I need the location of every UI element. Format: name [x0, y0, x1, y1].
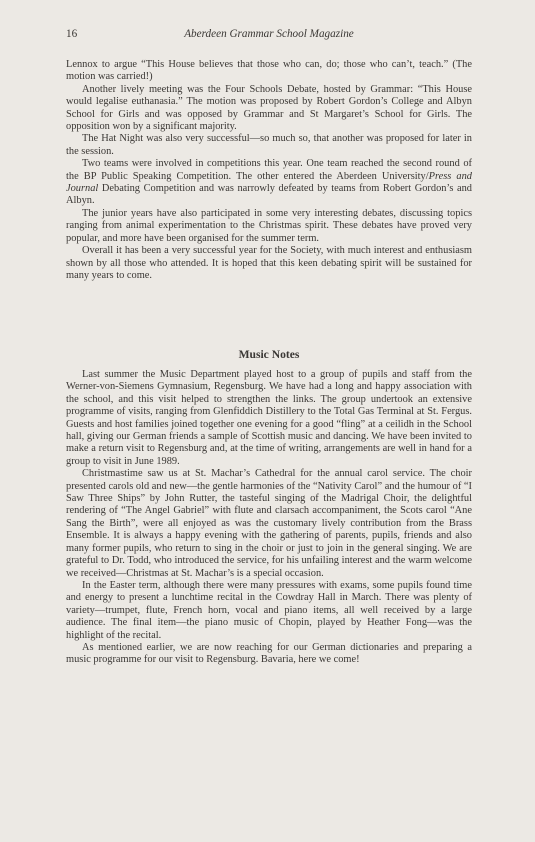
- running-title: Aberdeen Grammar School Magazine: [184, 28, 354, 40]
- debating-society-section: [66, 59, 472, 282]
- paragraph: In the Easter term, although there were many pressures with exams, some pupils found time and energy to present a lunchtime recital in the Cowdray Hall in March. There was plenty of variety—trumpet, flute, French horn, vocal and piano items, all well received by a large audience. The final item—the piano music of Chopin, played by Heather Fong—was the highlight of the recital.: [66, 579, 472, 641]
- paragraph: Christmastime saw us at St. Machar’s Cathedral for the annual carol service. The choir presented carols old and new—the gentle harmonies of the “Nativity Carol” and the humour of “I Saw Three Ships” by John Rutter, the tasteful singing of the Madrigal Choir, the delightful rendering of “The Angel Gabriel” with flute and clarsach accompaniment, the Scots carol “Ane Sang the Birth”, were all enjoyed as was the customary lively contribution from the Brass Ensemble. It is always a happy evening with the gathering of parents, pupils, friends and also many former pupils, who return to sing in the choir or just to join in the general singing. We are grateful to Dr. Todd, who introduced the service, for his unfailing interest and the warm welcome we received—Christmas at St. Machar’s is a special occasion.: [66, 468, 472, 579]
- page-header: [66, 28, 472, 44]
- paragraph: Lennox to argue “This House believes that those who can, do; those who can’t, teach.” (The motion was carried!): [66, 59, 472, 83]
- paragraph: As mentioned earlier, we are now reaching for our German dictionaries and preparing a music programme for our visit to Regensburg. Bavaria, here we come!: [66, 641, 472, 666]
- paragraph: The Hat Night was also very successful—so much so, that another was proposed for later in the session.: [66, 133, 472, 157]
- paragraph: The junior years have also participated in some very interesting debates, discussing topics ranging from animal experimentation to the Christmas spirit. These debates have proved very popular, and more have been organised for the summer term.: [66, 207, 472, 244]
- newspaper-title: Press and Journal: [66, 170, 472, 195]
- paragraph: Overall it has been a very successful year for the Society, with much interest and enthusiasm shown by all those who attended. It is hoped that this keen debating spirit will be sustained for many years to come.: [66, 245, 472, 281]
- text-run: Debating Competition and was narrowly defeated by teams from Robert Gordon’s and Albyn.: [66, 183, 472, 207]
- paragraph: Another lively meeting was the Four Schools Debate, hosted by Grammar: “This House would legalise euthanasia.” The motion was proposed by Robert Gordon’s College and Albyn School for Girls and was opposed by Grammar and St Margaret’s School for Girls. The opposition won by a significant majority.: [66, 83, 472, 133]
- music-notes-section: [66, 369, 472, 667]
- paragraph: Last summer the Music Department played host to a group of pupils and staff from the Werner-von-Siemens Gymnasium, Regensburg. We have had a long and happy association with the school, and this visit helped to strengthen the links. The group undertook an extensive programme of visits, ranging from Glenfiddich Distillery to the Total Gas Terminal at St. Fergus. Guests and host families joined together one evening for a good “fling” at a ceilidh in the School hall, giving our German friends a sample of Scottish music and dancing. We have been invited to make a return visit to Regensburg and, at the time of writing, arrangements are well in hand for a group to visit in June 1989.: [66, 369, 472, 467]
- paragraph: [66, 158, 472, 208]
- page-number: 16: [66, 28, 78, 40]
- section-heading: Music Notes: [238, 348, 300, 361]
- text-run: Two teams were involved in competitions this year. One team reached the second round of the BP Public Speaking Competition. The other entered the Aberdeen University/: [66, 158, 472, 182]
